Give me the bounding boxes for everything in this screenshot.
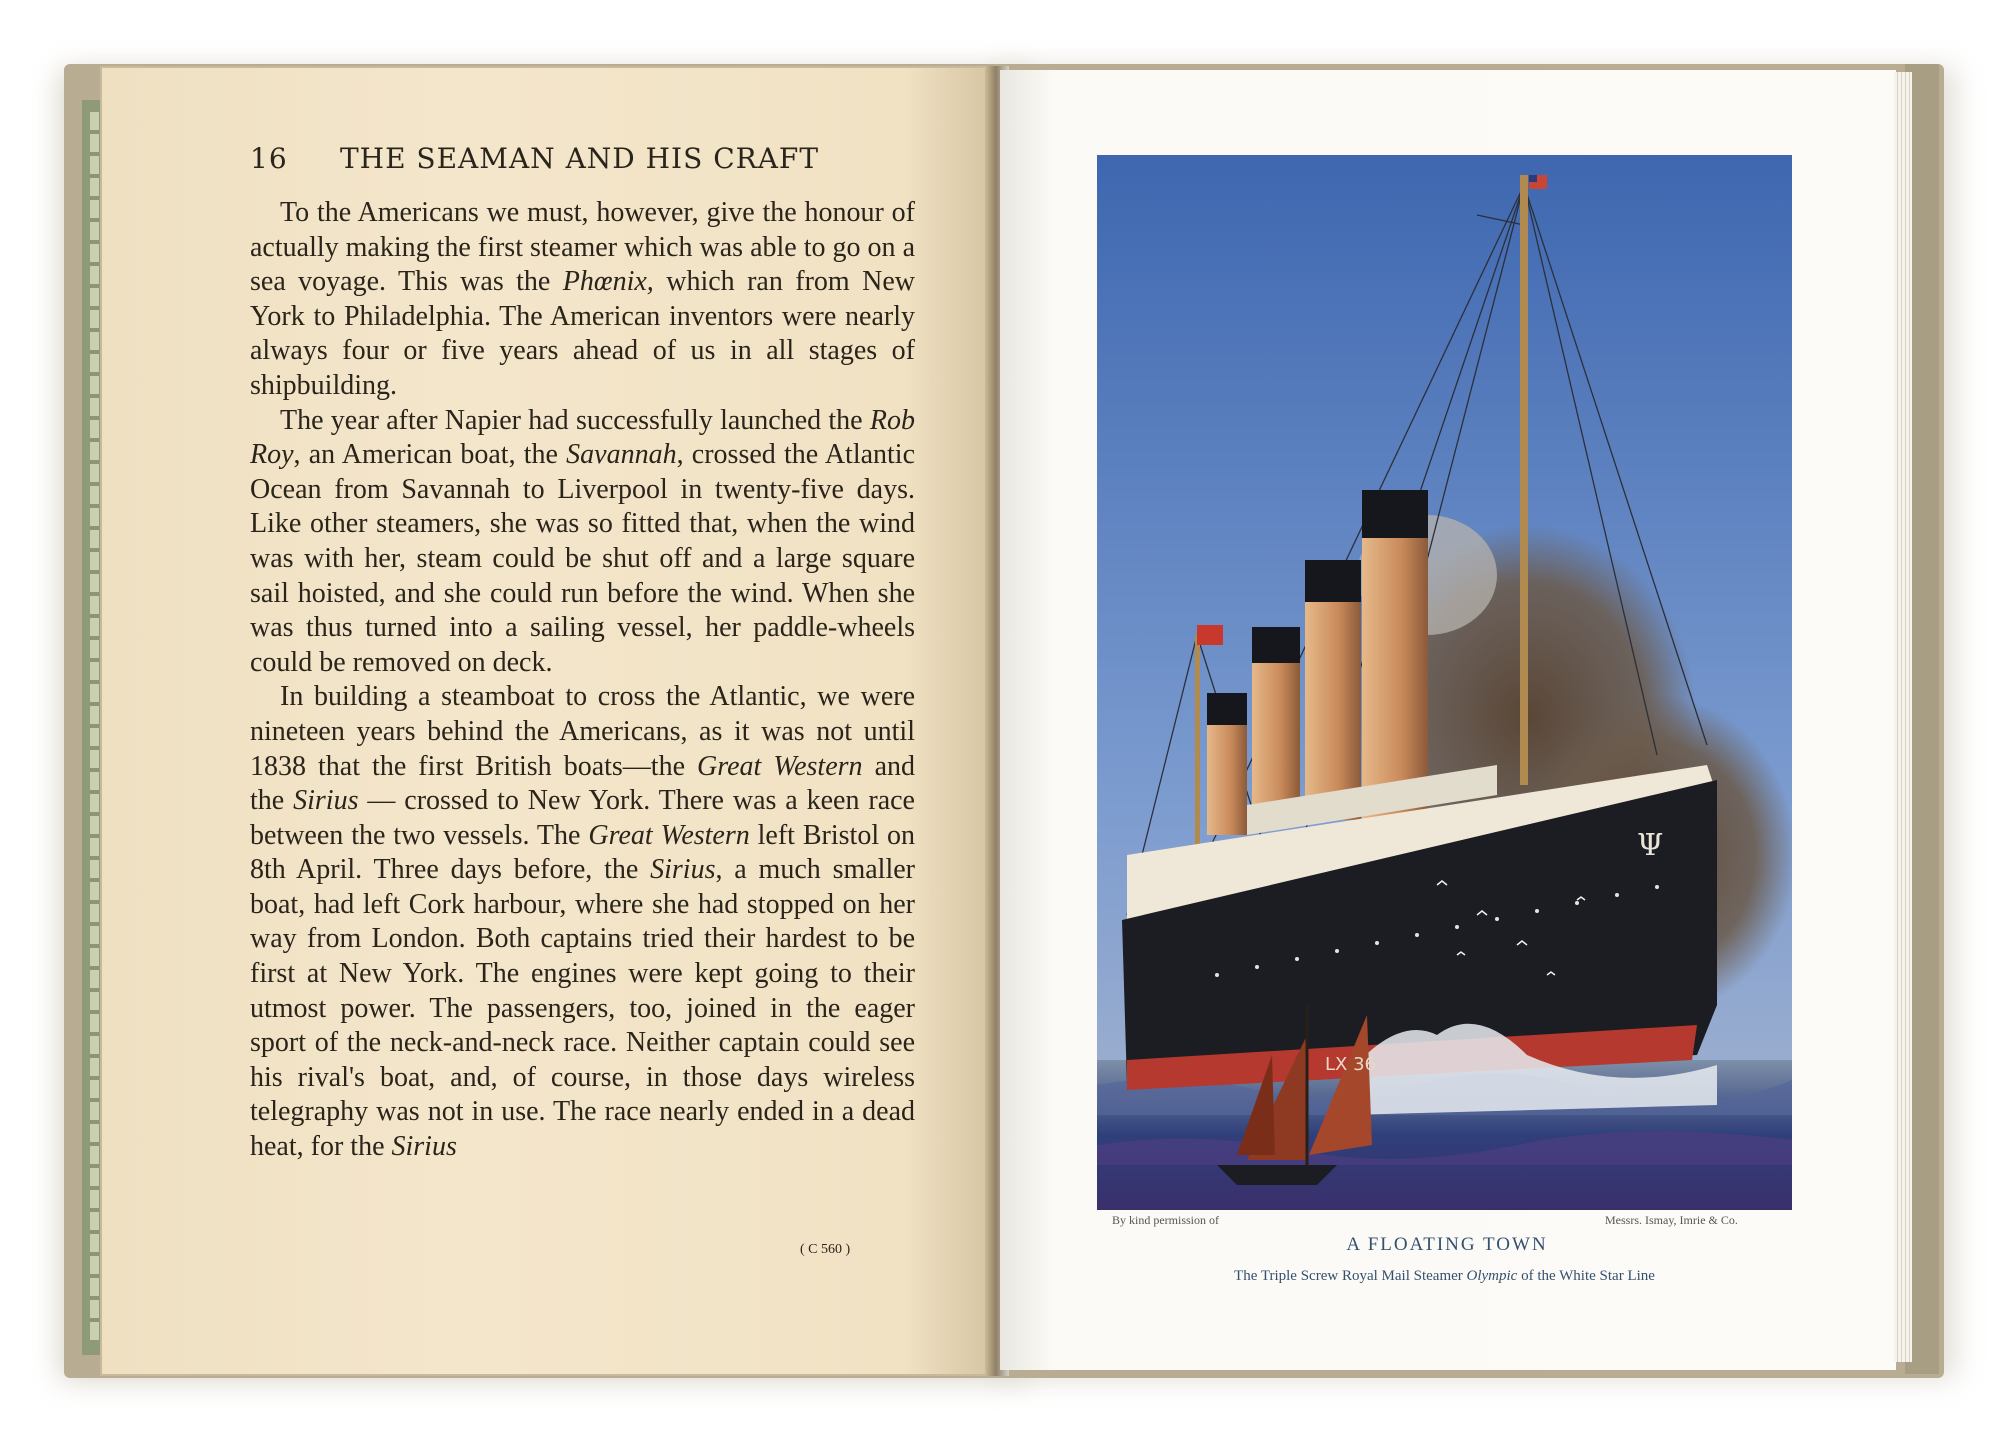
credit-right: Messrs. Ismay, Imrie & Co.	[1605, 1213, 1738, 1227]
text-run: and the	[250, 750, 915, 817]
plate-title: A FLOATING TOWN	[1346, 1234, 1548, 1255]
plate-caption	[1097, 1268, 1792, 1285]
italic-ship-name: Phœnix,	[562, 266, 654, 298]
house-flag	[1197, 625, 1223, 645]
sail-number: LX 36	[1325, 1054, 1376, 1075]
body-paragraph	[250, 404, 915, 681]
ship-illustration	[1097, 155, 1792, 1210]
text-run: — crossed to New York. There was a keen race between the two vessels. The	[250, 785, 915, 851]
italic-ship-name: Sirius	[391, 1131, 457, 1163]
body-text	[250, 196, 915, 1165]
italic-ship-name: Great Western	[697, 750, 863, 782]
caption-after: of the White Star Line	[1517, 1268, 1655, 1284]
caption-ship-name: Olympic	[1466, 1268, 1518, 1284]
running-head-title: THE SEAMAN AND HIS CRAFT	[340, 142, 820, 175]
credit-left: By kind permission of	[1112, 1213, 1219, 1227]
printer-signature: ( C 560 )	[800, 1242, 851, 1257]
text-run: In building a steamboat to cross the Atlantic, we were nineteen years behind the Americans, as it was not until 1838 that the first British boats—the	[250, 681, 915, 782]
text-run: To the Americans we must, however, give the honour of actually making the first steamer which was able to go on a sea voyage. This was the	[250, 197, 915, 298]
fore-mast	[1195, 635, 1200, 865]
body-paragraph	[250, 680, 915, 1164]
main-mast	[1520, 175, 1528, 785]
text-run: , a much smaller boat, had left Cork harbour, where she had stopped on her way from London. Both captains tried their hardest to be first at New York. The engines were kept going to their utmost power. The passengers, too, joined in the eager sport of the neck-and-neck race. Neither captain could see his rival's boat, and, of course, in those days wireless telegraphy was not in use. The race nearly ended in a dead heat, for the	[250, 854, 915, 1163]
italic-ship-name: Rob Roy	[250, 404, 915, 471]
body-paragraph	[250, 196, 915, 404]
text-run: left Bristol on 8th April. Three days before, the	[250, 819, 916, 886]
italic-ship-name: Sirius	[293, 785, 359, 817]
italic-ship-name: Sirius	[650, 854, 716, 886]
italic-ship-name: Savannah	[566, 439, 677, 471]
flag-canton	[1529, 175, 1537, 182]
text-run: which ran from New York to Philadelphia. The American inventors were nearly always four or five years ahead of us in all stages of shipbuilding.	[250, 266, 915, 401]
page-edges	[1894, 72, 1912, 1362]
text-run: , an American boat, the	[293, 439, 567, 471]
caption-before: The Triple Screw Royal Mail Steamer	[1234, 1268, 1467, 1284]
text-run: The year after Napier had successfully launched the	[280, 404, 870, 436]
page-number: 16	[250, 142, 288, 175]
italic-ship-name: Great Western	[588, 819, 750, 851]
bow-ornament: Ψ	[1637, 828, 1664, 863]
ship-painting-svg	[1097, 155, 1792, 1210]
running-head	[250, 142, 950, 182]
endpaper-pattern	[90, 112, 99, 1340]
text-run: , crossed the Atlantic Ocean from Savannah to Liverpool in twenty-five days. Like other steamers, she was so fitted that, when the wind was with her, steam could be shut off and a large square sail hoisted, and she could run before the wind. When she was thus turned into a sailing vessel, her paddle-wheels could be removed on deck.	[250, 439, 916, 678]
